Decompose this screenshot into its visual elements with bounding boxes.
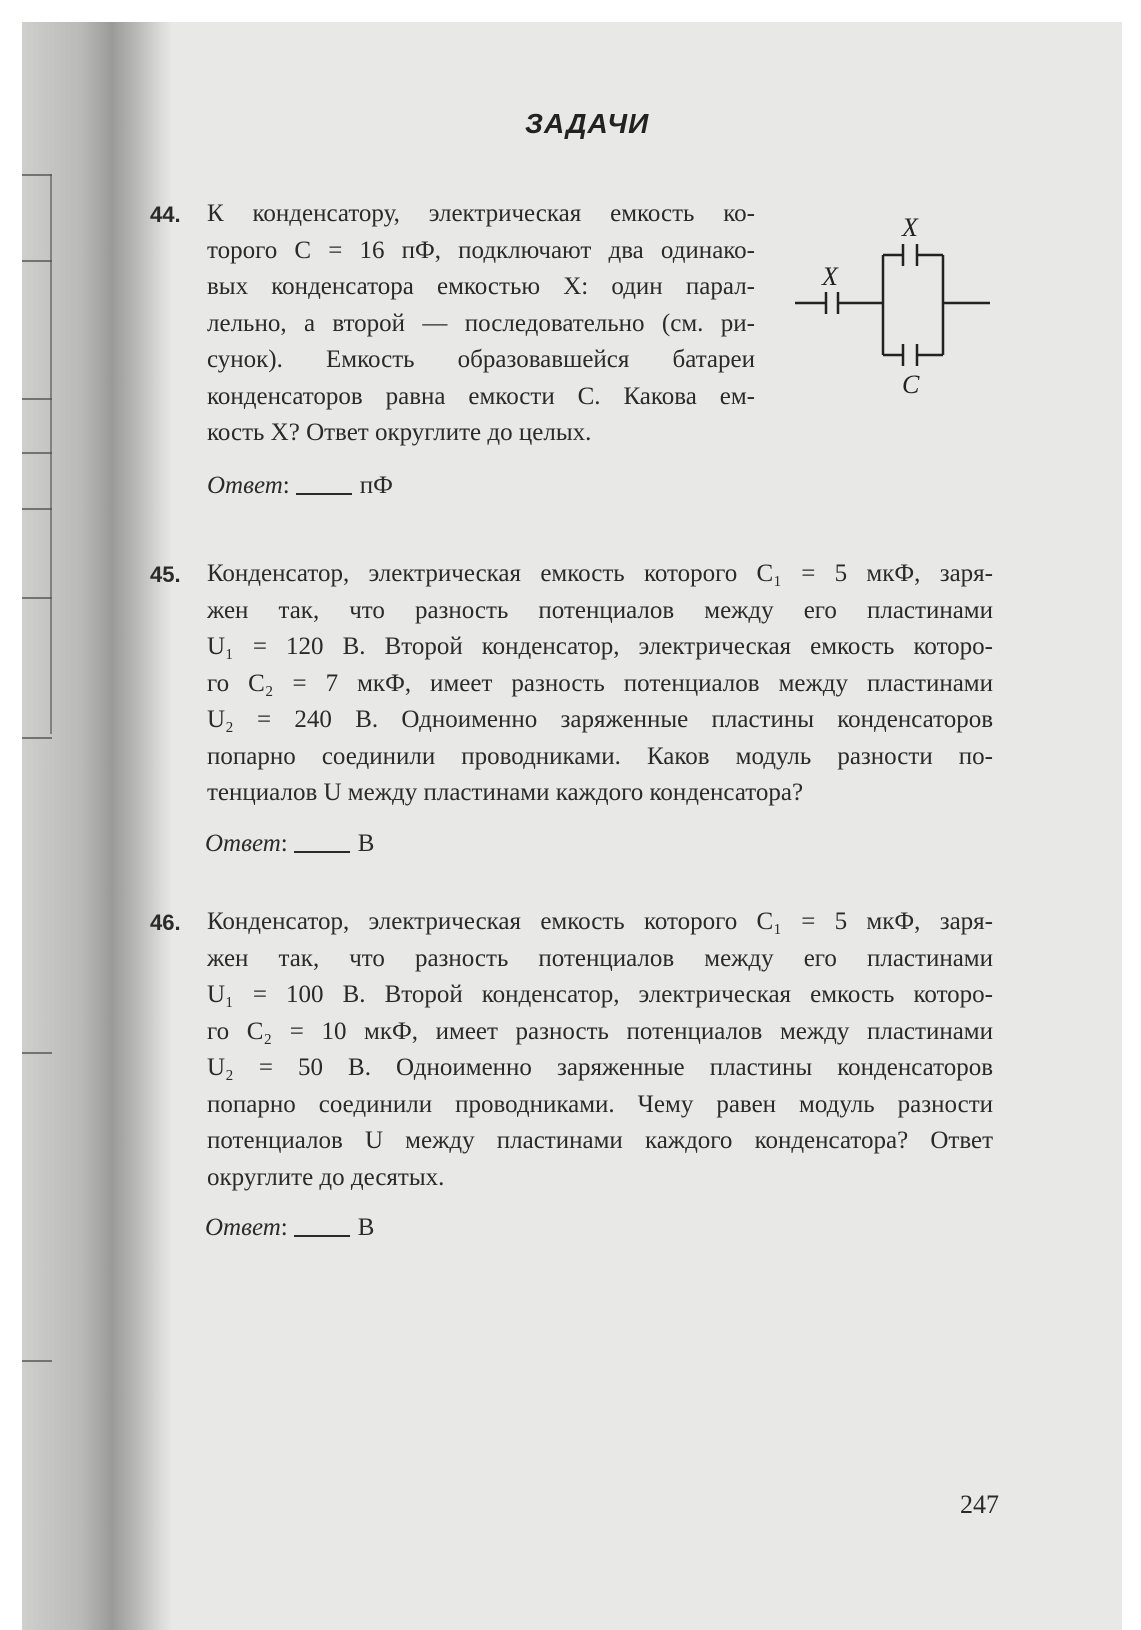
text-line: кость X? Ответ округлите до целых. bbox=[207, 419, 592, 446]
bleed-line bbox=[50, 174, 52, 734]
text-line: попарно соединили проводниками. Каков модуль разности по- bbox=[207, 742, 993, 770]
text-line: го C₂ = 10 мкФ, имеет разность потенциалов между пластинами bbox=[207, 1017, 993, 1045]
text-line: Конденсатор, электрическая емкость которого C₁ = 5 мкФ, заря- bbox=[207, 560, 993, 587]
book-spine-shadow bbox=[22, 22, 172, 1630]
bleed-line bbox=[22, 737, 52, 739]
text-line: U₁ = 120 В. Второй конденсатор, электрическая емкость которо- bbox=[207, 633, 993, 660]
capacitor-circuit-diagram bbox=[795, 215, 995, 400]
answer-line: Ответ: В bbox=[205, 830, 375, 857]
bleed-line bbox=[22, 174, 52, 176]
page-number: 247 bbox=[960, 1490, 999, 1519]
answer-blank[interactable] bbox=[296, 493, 352, 495]
bleed-line bbox=[22, 452, 52, 454]
bleed-line bbox=[22, 260, 52, 262]
problem-text bbox=[207, 904, 993, 1196]
problem-text bbox=[207, 196, 755, 452]
text-line: жен так, что разность потенциалов между его пластинами bbox=[207, 944, 993, 972]
bleed-line bbox=[22, 398, 52, 400]
circuit-label-parallel-top: X bbox=[902, 215, 918, 242]
bleed-line bbox=[22, 508, 52, 510]
answer-unit: пФ bbox=[359, 472, 393, 499]
bleed-line bbox=[22, 1360, 52, 1362]
circuit-label-parallel-bottom: C bbox=[902, 370, 920, 399]
answer-unit: В bbox=[357, 830, 375, 857]
section-title: ЗАДАЧИ bbox=[525, 108, 650, 139]
text-line: U₂ = 50 В. Одноименно заряженные пластины конденсаторов bbox=[207, 1054, 993, 1081]
bleed-line bbox=[22, 597, 52, 599]
answer-label: Ответ bbox=[207, 472, 283, 499]
text-line: Конденсатор, электрическая емкость которого C₁ = 5 мкФ, заря- bbox=[207, 908, 993, 935]
answer-blank[interactable] bbox=[294, 1235, 350, 1237]
text-line: потенциалов U между пластинами каждого конденсатора? Ответ bbox=[207, 1127, 993, 1154]
answer-line: Ответ: пФ bbox=[207, 472, 393, 499]
text-line: торого C = 16 пФ, подключают два одинако- bbox=[207, 236, 755, 264]
problem-number: 45. bbox=[150, 562, 181, 587]
problem-number: 46. bbox=[150, 910, 181, 935]
text-line: округлите до десятых. bbox=[207, 1163, 445, 1191]
problem-text bbox=[207, 556, 993, 812]
text-line: U₁ = 100 В. Второй конденсатор, электрическая емкость которо- bbox=[207, 981, 993, 1008]
text-line: тенциалов U между пластинами каждого конденсатора? bbox=[207, 779, 804, 806]
answer-label: Ответ bbox=[205, 830, 281, 857]
answer-blank[interactable] bbox=[294, 851, 350, 853]
text-line: К конденсатору, электрическая емкость ко- bbox=[207, 200, 755, 227]
problem-number: 44. bbox=[150, 202, 181, 227]
text-line: жен так, что разность потенциалов между его пластинами bbox=[207, 596, 993, 624]
answer-unit: В bbox=[357, 1214, 375, 1241]
text-line: конденсаторов равна емкости C. Какова ем- bbox=[207, 382, 755, 410]
text-line: лельно, а второй — последовательно (см. ри- bbox=[207, 309, 755, 337]
text-line: сунок). Емкость образовавшейся батареи bbox=[207, 346, 755, 373]
answer-line: Ответ: В bbox=[205, 1214, 375, 1241]
bleed-line bbox=[22, 1052, 52, 1054]
answer-label: Ответ bbox=[205, 1214, 281, 1241]
text-line: вых конденсатора емкостью X: один парал- bbox=[207, 273, 755, 300]
text-line: попарно соединили проводниками. Чему равен модуль разности bbox=[207, 1090, 993, 1118]
circuit-label-series: X bbox=[822, 262, 838, 291]
text-line: U₂ = 240 В. Одноименно заряженные пластины конденсаторов bbox=[207, 706, 993, 733]
text-line: го C₂ = 7 мкФ, имеет разность потенциалов между пластинами bbox=[207, 669, 993, 697]
